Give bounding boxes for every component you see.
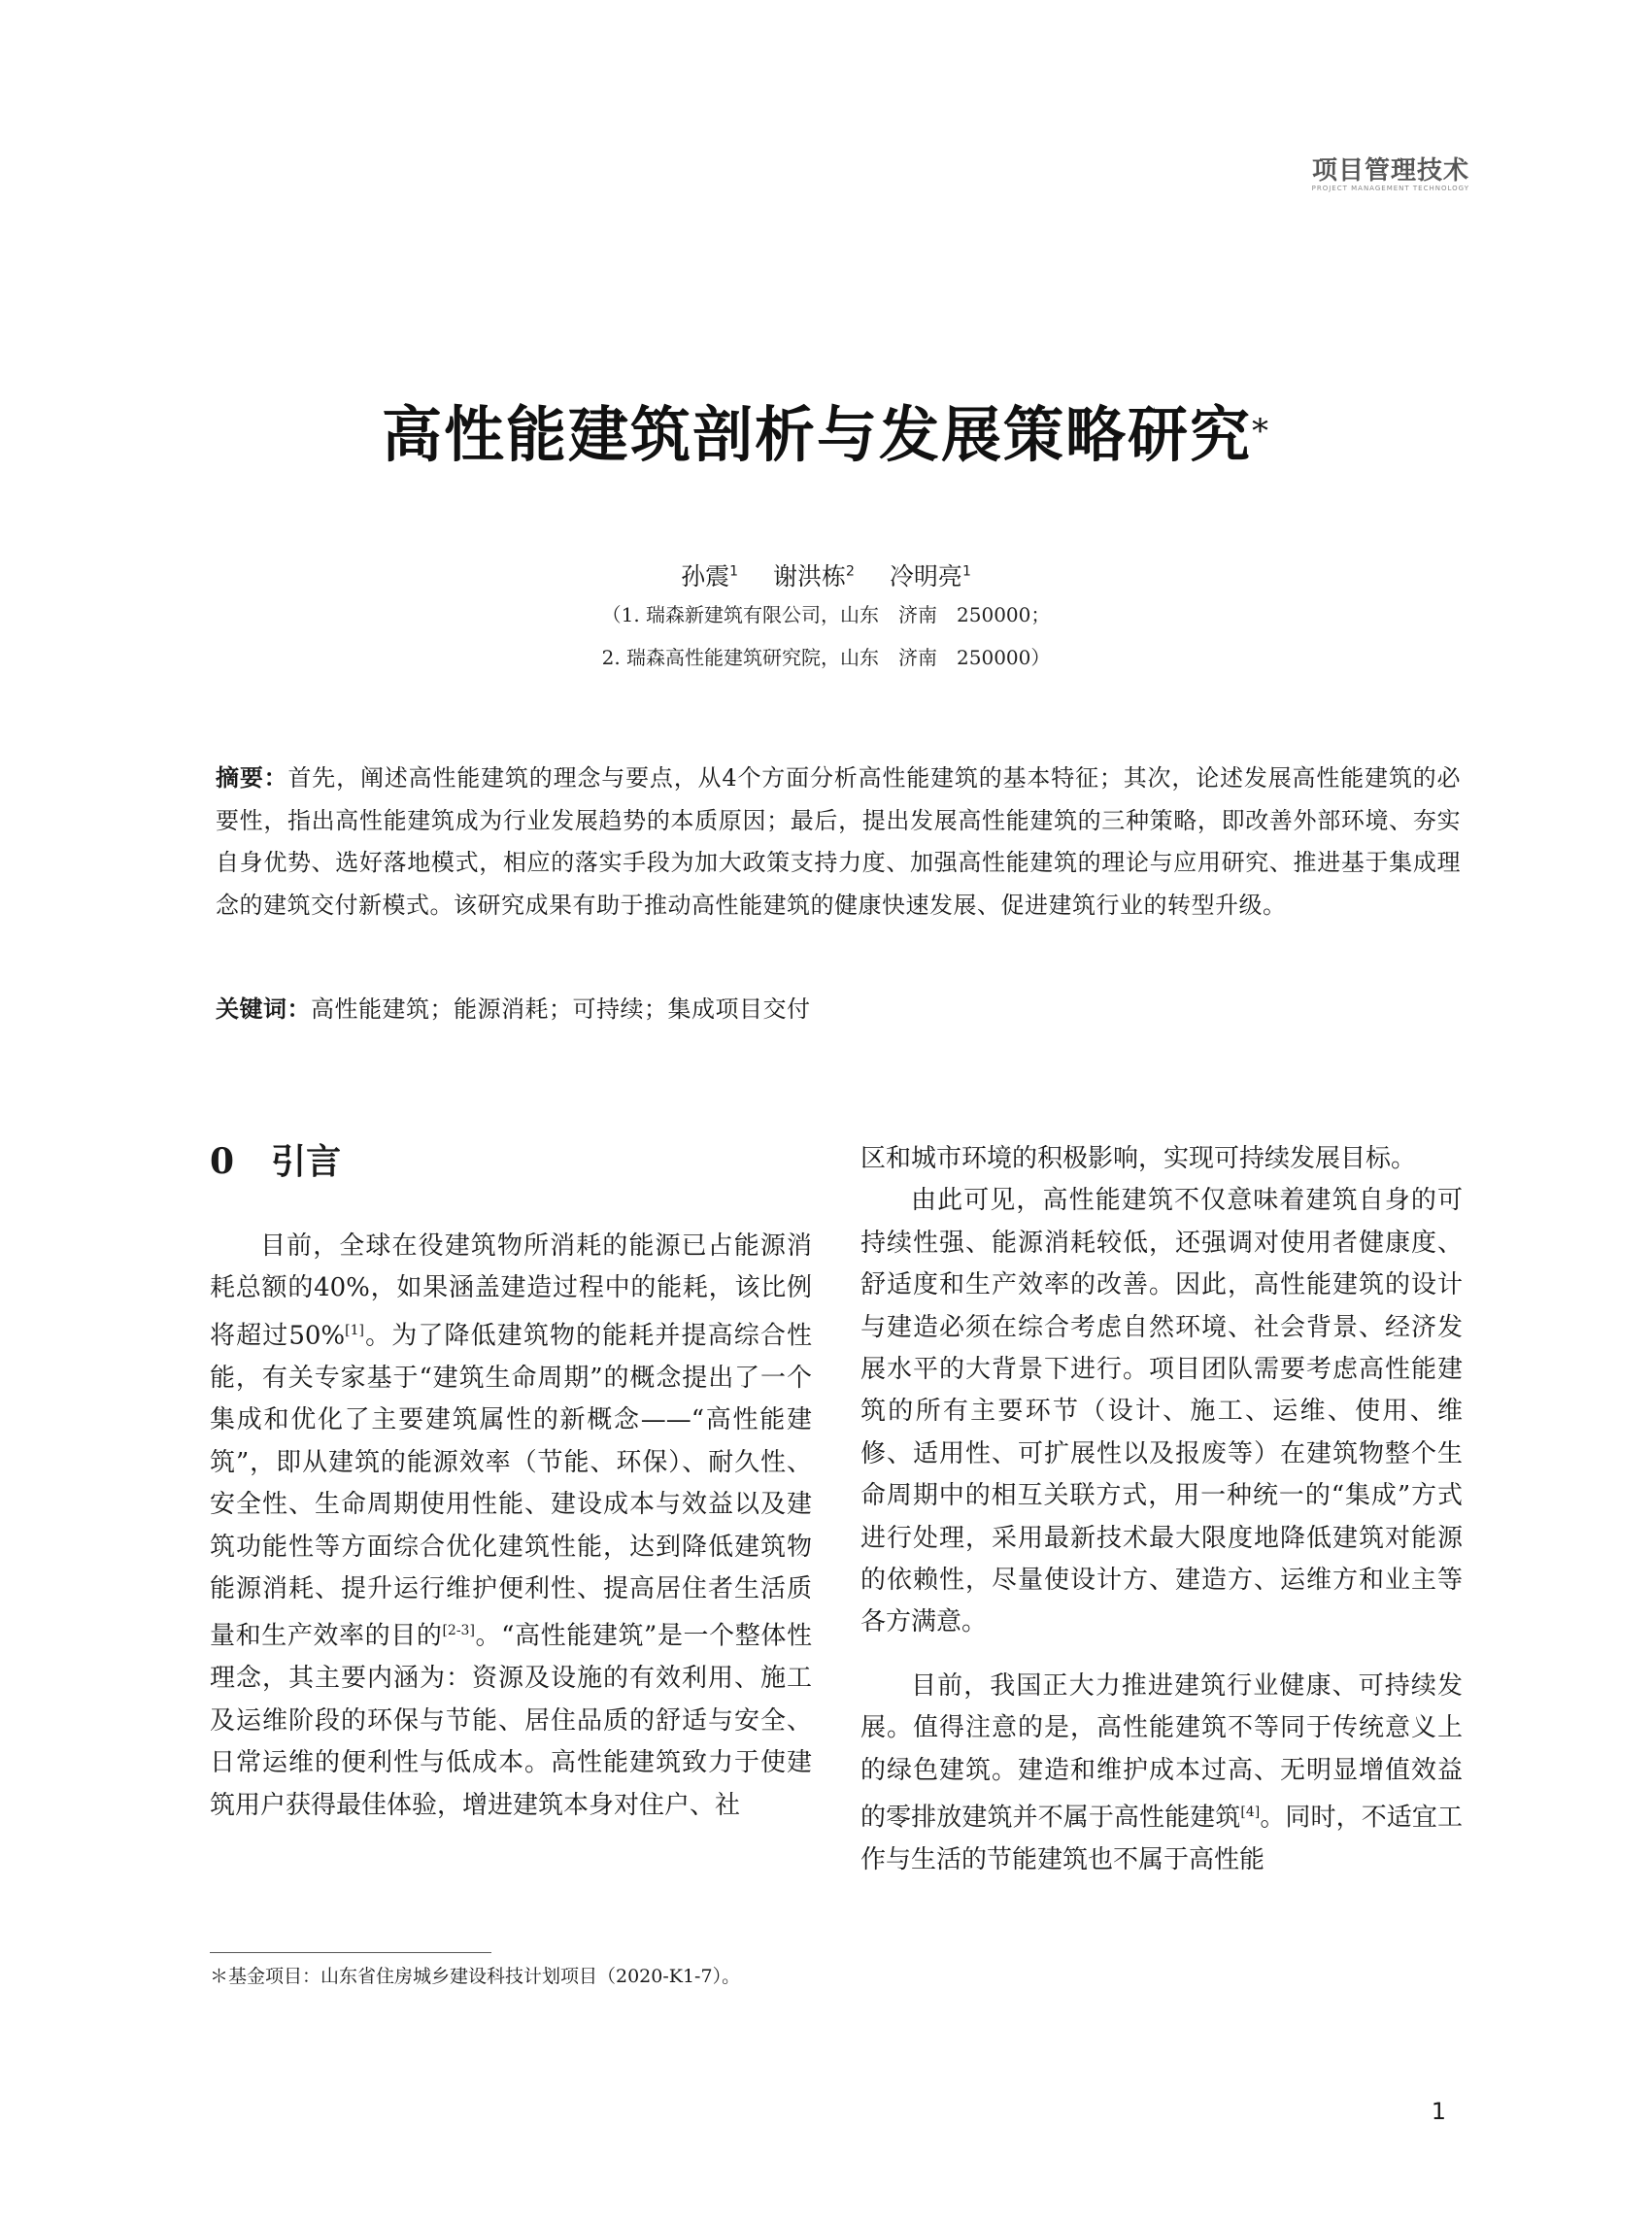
paragraph-text: 目前，全球在役建筑物所消耗的能源已占能源消耗总额的40%，如果涵盖建造过程中的能耗，该比例将超过50% <box>210 1231 812 1351</box>
author-affil-mark: 1 <box>961 564 971 580</box>
paragraph <box>860 1666 1463 1882</box>
keywords-text: 高性能建筑；能源消耗；可持续；集成项目交付 <box>311 995 811 1023</box>
paragraph-text: 。为了降低建筑物的能耗并提高综合性能，有关专家基于“建筑生命周期”的概念提出了一个集成和优化了主要建筑属性的新概念——“高性能建筑”，即从建筑的能源效率（节能、环保）、耐久性、安全性、生命周期使用性能、建设成本与效益以及建筑功能性等方面综合优化建筑性能，达到降低建筑物能源消耗、提升运行维护便利性、提高居住者生活质量和生产效率的目的 <box>210 1321 812 1651</box>
author-name: 谢洪栋 <box>773 562 847 591</box>
keywords-label: 关键词： <box>216 995 311 1023</box>
paper-title-text: 高性能建筑剖析与发展策略研究 <box>381 399 1252 470</box>
paragraph <box>210 1226 812 1827</box>
affiliation-1: （1. 瑞森新建筑有限公司，山东 济南 250000； <box>601 603 1051 626</box>
author-name: 孙震 <box>681 562 730 591</box>
author-name: 冷明亮 <box>889 562 962 591</box>
title-footnote-mark: * <box>1252 412 1270 451</box>
abstract-text: 首先，阐述高性能建筑的理念与要点，从4个方面分析高性能建筑的基本特征；其次，论述发展高性能建筑的必要性，指出高性能建筑成为行业发展趋势的本质原因；最后，提出发展高性能建筑的三种策略，即改善外部环境、夯实自身优势、选好落地模式，相应的落实手段为加大政策支持力度、加强高性能建筑的理论与应用研究、推进基于集成理念的建筑交付新模式。该研究成果有助于推动高性能建筑的健康快速发展、促进建筑行业的转型升级。 <box>216 764 1461 919</box>
author-2 <box>773 562 855 590</box>
footnote: ＊基金项目：山东省住房城乡建设科技计划项目（2020-K1-7）。 <box>210 1966 741 1987</box>
affiliation-2: 2. 瑞森高性能建筑研究院，山东 济南 250000） <box>601 646 1051 669</box>
section-heading <box>210 1138 341 1185</box>
citation: [2-3] <box>442 1623 475 1639</box>
citation: [1] <box>345 1322 364 1338</box>
paragraph-text: 。同时，不适宜工作与生活的节能建筑也不属于高性能 <box>860 1803 1463 1875</box>
author-affil-mark: 1 <box>729 564 739 580</box>
journal-logo-subtext: PROJECT MANAGEMENT TECHNOLOGY <box>1311 185 1469 192</box>
paragraph-text: 目前，我国正大力推进建筑行业健康、可持续发展。值得注意的是，高性能建筑不等同于传统意义上的绿色建筑。建造和维护成本过高、无明显增值效益的零排放建筑并不属于高性能建筑 <box>860 1670 1463 1833</box>
author-affil-mark: 2 <box>846 564 855 580</box>
left-column <box>210 1226 812 1827</box>
author-list <box>0 555 1652 594</box>
citation: [4] <box>1240 1804 1261 1821</box>
author-1 <box>681 562 738 590</box>
author-3 <box>890 562 971 590</box>
right-column <box>860 1138 1463 1882</box>
section-number: 0 <box>210 1141 235 1182</box>
journal-logo-text: 项目管理技术 <box>1311 156 1469 186</box>
paragraph: 由此可见，高性能建筑不仅意味着建筑自身的可持续性强、能源消耗较低，还强调对使用者健康度、舒适度和生产效率的改善。因此，高性能建筑的设计与建造必须在综合考虑自然环境、社会背景、经济发展水平的大背景下进行。项目团队需要考虑高性能建筑的所有主要环节（设计、施工、运维、使用、维修、适用性、可扩展性以及报废等）在建筑物整个生命周期中的相互关联方式，用一种统一的“集成”方式进行处理，采用最新技术最大限度地降低建筑对能源的依赖性，尽量使设计方、建造方、运维方和业主等各方满意。 <box>860 1186 1463 1637</box>
paper-title <box>0 396 1652 474</box>
journal-logo <box>1312 157 1469 193</box>
paragraph-text: 。“高性能建筑”是一个整体性理念，其主要内涵为：资源及设施的有效利用、施工及运维阶段的环保与节能、居住品质的舒适与安全、日常运维的便利性与低成本。高性能建筑致力于使建筑用户获得最佳体验，增进建筑本身对住户、社 <box>210 1621 812 1820</box>
abstract <box>216 758 1461 927</box>
abstract-label: 摘要： <box>216 764 288 792</box>
section-title: 引言 <box>271 1141 342 1182</box>
keywords <box>216 989 1461 1030</box>
footnote-divider <box>210 1952 491 1953</box>
page-number: 1 <box>1431 2098 1446 2125</box>
paragraph-continued: 区和城市环境的积极影响，实现可持续发展目标。 <box>860 1144 1417 1173</box>
